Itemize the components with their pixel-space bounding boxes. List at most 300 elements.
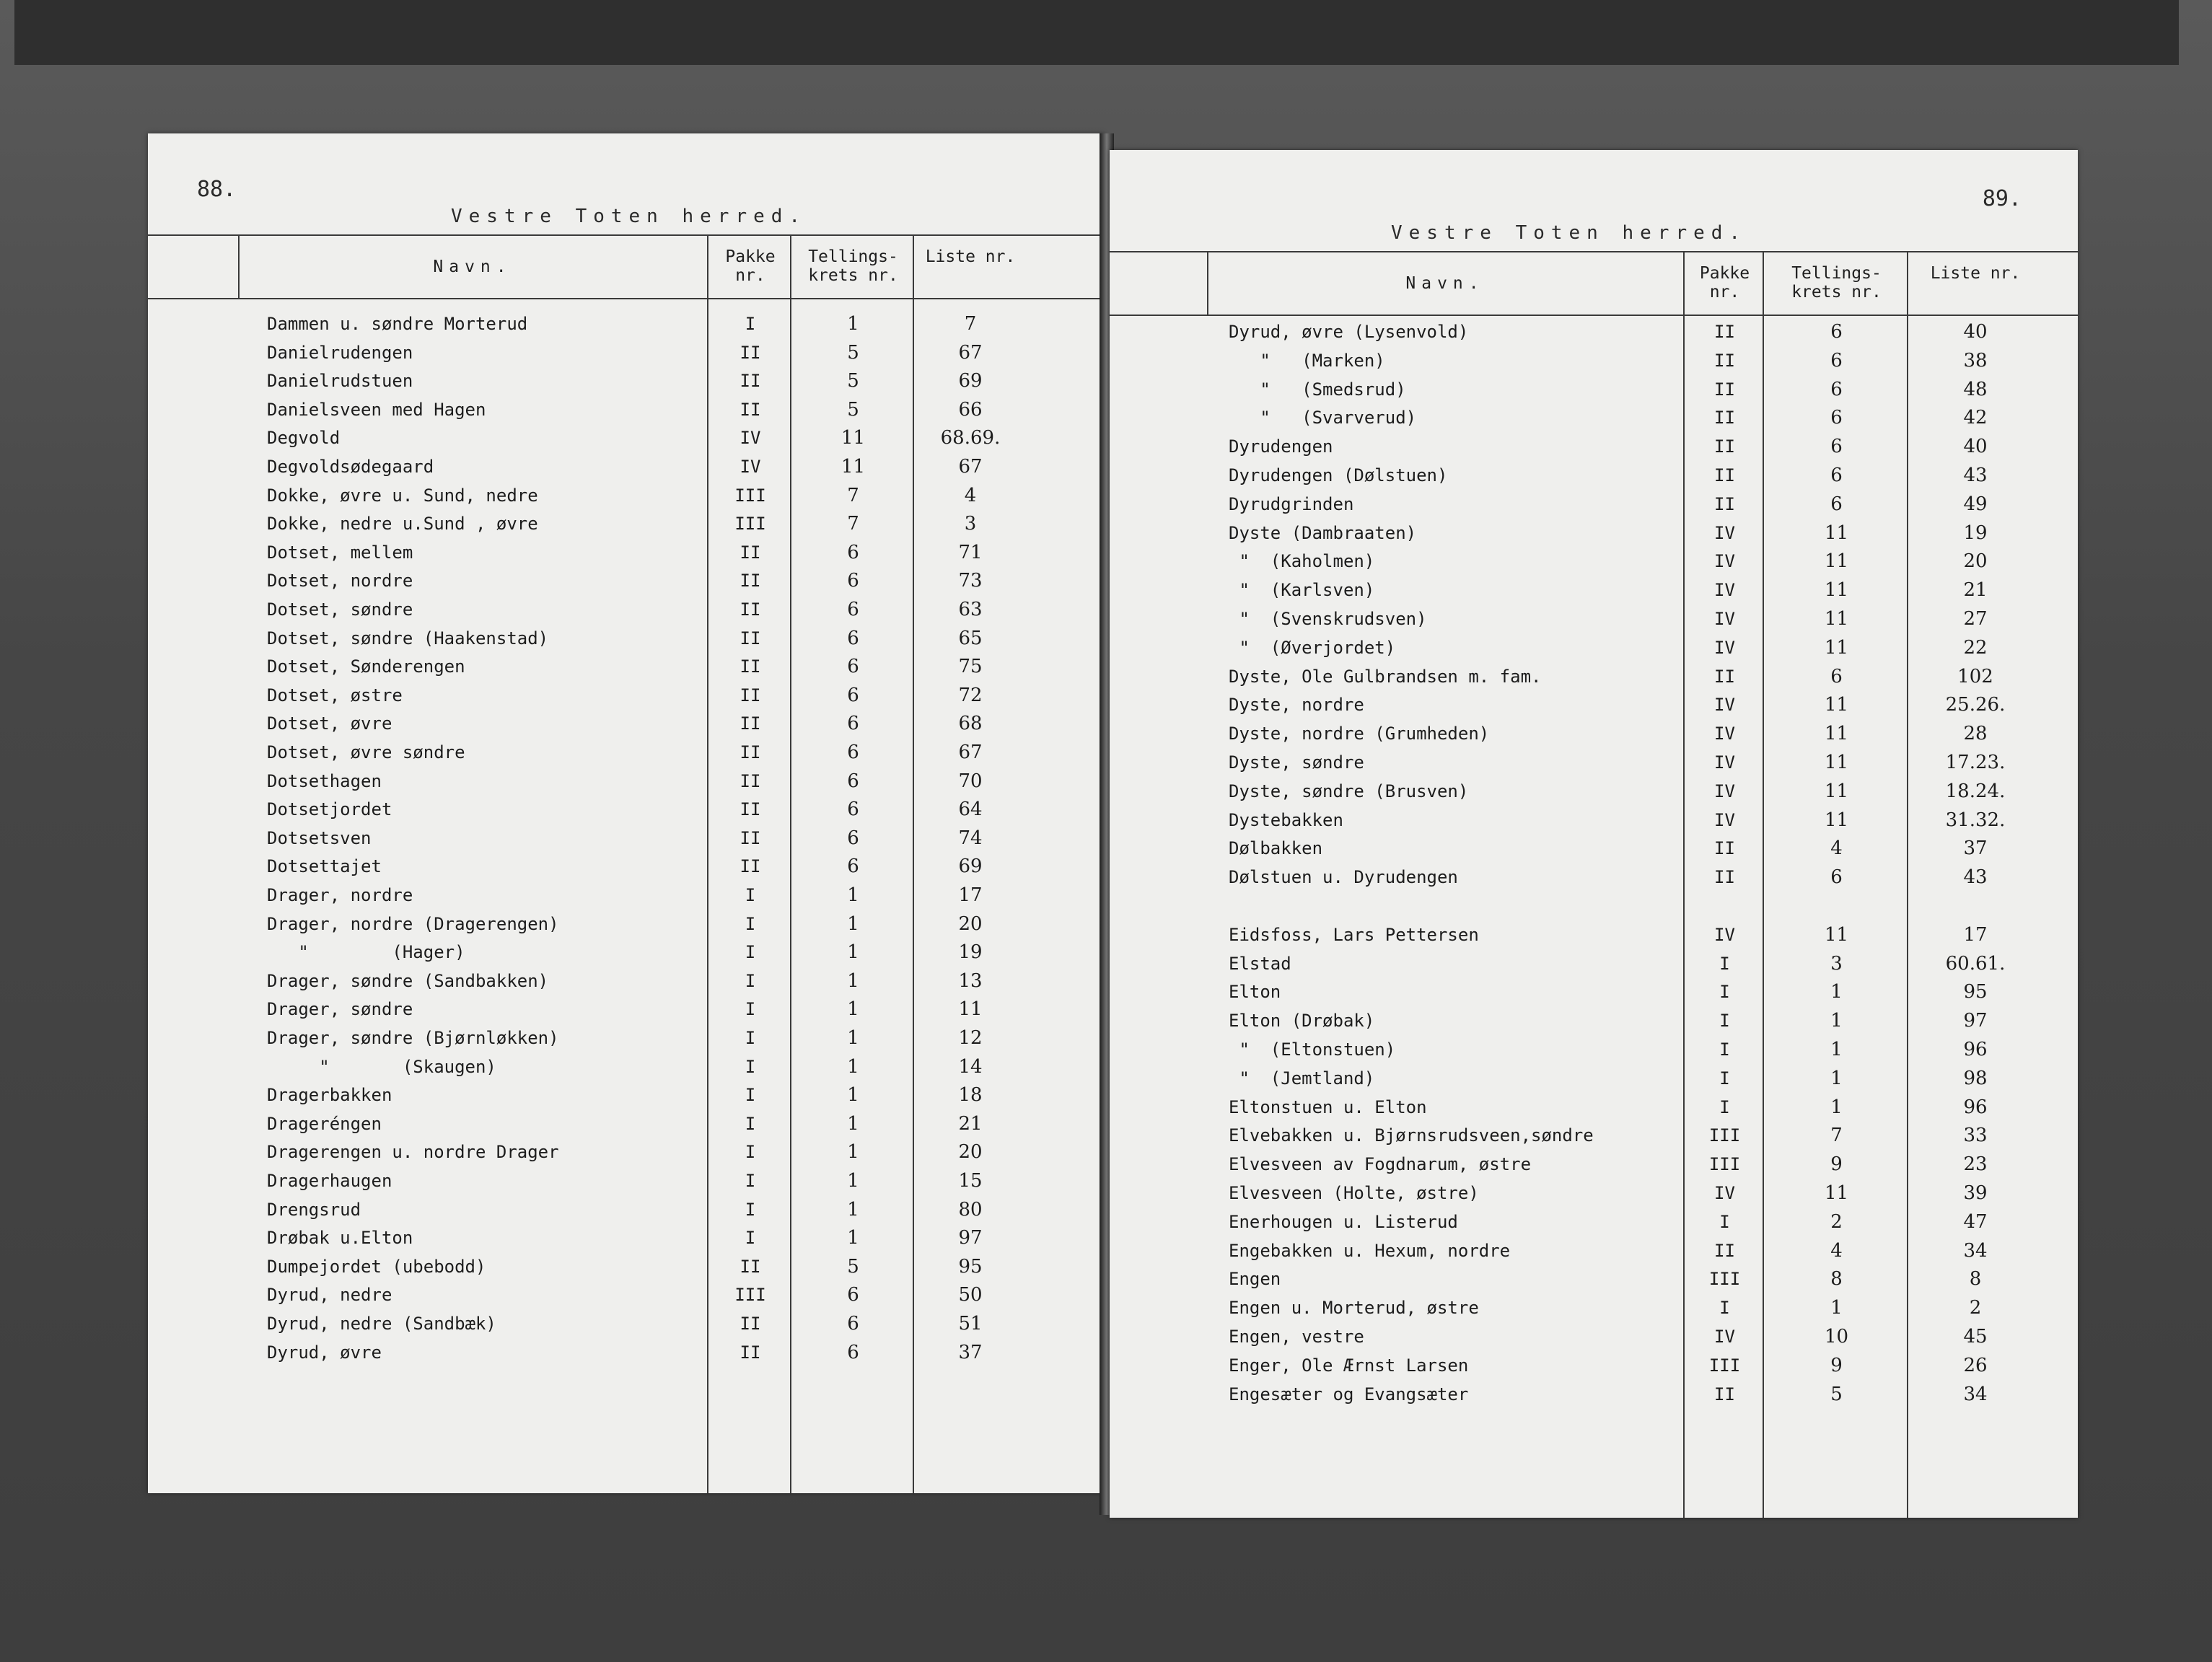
entry-krets: 1 xyxy=(847,970,859,992)
entry-krets: 6 xyxy=(847,770,859,792)
entry-krets: 7 xyxy=(847,513,859,535)
entry-pakke: I xyxy=(1719,1011,1730,1032)
table-row xyxy=(148,1166,1104,1195)
entry-name: Degvoldsødegaard xyxy=(267,457,434,477)
entry-pakke: II xyxy=(1714,1240,1735,1261)
entry-krets: 11 xyxy=(1824,1182,1849,1204)
entry-krets: 1 xyxy=(1830,1297,1843,1319)
entry-name: Eltonstuen u. Elton xyxy=(1229,1096,1427,1117)
entry-name: Danielrudengen xyxy=(267,342,413,363)
entry-liste: 69 xyxy=(958,856,983,878)
entry-liste: 69 xyxy=(958,370,983,392)
table-row xyxy=(1110,1121,2078,1150)
table-row xyxy=(1110,1293,2078,1322)
entry-pakke: II xyxy=(739,599,761,620)
entry-krets: 1 xyxy=(847,313,859,335)
entry-name: Dotsethagen xyxy=(267,770,382,791)
entry-pakke: IV xyxy=(1714,752,1735,773)
entry-krets: 4 xyxy=(1830,837,1843,860)
entry-liste: 8 xyxy=(1969,1268,1982,1291)
entry-krets: 6 xyxy=(847,827,859,849)
entry-krets: 11 xyxy=(1824,723,1849,745)
entry-krets: 11 xyxy=(1824,809,1849,831)
entry-liste: 13 xyxy=(958,970,983,992)
entry-krets: 6 xyxy=(847,599,859,620)
entry-liste: 80 xyxy=(958,1198,983,1221)
table-row xyxy=(148,366,1104,395)
table-row xyxy=(148,624,1104,653)
entry-krets: 1 xyxy=(847,998,859,1021)
entry-liste: 12 xyxy=(958,1027,983,1049)
table-row xyxy=(1110,490,2078,519)
table-row xyxy=(148,338,1104,367)
entry-krets: 10 xyxy=(1824,1326,1849,1347)
entry-name: Engen xyxy=(1229,1269,1281,1290)
entry-name: Dumpejordet (ubebodd) xyxy=(267,1256,486,1277)
entry-krets: 7 xyxy=(1830,1125,1843,1147)
table-row xyxy=(1110,892,2078,920)
entry-name: Dragerhaugen xyxy=(267,1171,392,1191)
entry-liste: 96 xyxy=(1963,1096,1988,1118)
entry-name: " (Karlsven) xyxy=(1229,580,1375,601)
entry-pakke: II xyxy=(1714,1384,1735,1404)
table-row xyxy=(1110,834,2078,863)
entry-name: Elstad xyxy=(1229,953,1291,974)
header-navn: Navn. xyxy=(433,258,512,276)
entry-name: Enerhougen u. Listerud xyxy=(1229,1211,1458,1232)
entry-pakke: I xyxy=(745,999,756,1020)
entry-pakke: II xyxy=(739,571,761,592)
entry-name: Dragerbakken xyxy=(267,1085,392,1106)
entry-name: Engen u. Morterud, østre xyxy=(1229,1298,1479,1319)
table-row xyxy=(1110,1236,2078,1265)
entry-pakke: II xyxy=(739,742,761,762)
table-row xyxy=(148,795,1104,824)
entry-krets: 11 xyxy=(1824,694,1849,716)
table-row xyxy=(1110,1380,2078,1409)
entry-liste: 51 xyxy=(958,1313,983,1335)
scan-top-strip xyxy=(14,0,2179,65)
table-row xyxy=(1110,777,2078,806)
entry-krets: 7 xyxy=(847,484,859,506)
entry-name: " (Øverjordet) xyxy=(1229,637,1396,658)
entry-liste: 3 xyxy=(964,513,977,535)
entry-pakke: I xyxy=(1719,1039,1730,1060)
table-row xyxy=(1110,863,2078,892)
entry-name: " (Eltonstuen) xyxy=(1229,1039,1396,1060)
entry-krets: 1 xyxy=(847,1055,859,1078)
entry-liste: 11 xyxy=(958,998,983,1021)
table-row xyxy=(1110,633,2078,662)
table-header-rule xyxy=(148,298,1104,299)
entry-krets: 3 xyxy=(1830,952,1843,975)
table-row xyxy=(1110,1322,2078,1351)
entry-name: Drøbak u.Elton xyxy=(267,1228,413,1249)
entry-name: " (Svenskrudsven) xyxy=(1229,609,1427,629)
entry-pakke: IV xyxy=(739,428,761,449)
entry-liste: 67 xyxy=(958,456,983,478)
entry-pakke: II xyxy=(739,542,761,563)
entry-krets: 1 xyxy=(1830,981,1843,1003)
entry-name: Drageréngen xyxy=(267,1113,382,1134)
entry-liste: 73 xyxy=(958,570,983,592)
entry-liste: 20 xyxy=(958,1141,983,1164)
entry-pakke: I xyxy=(745,1028,756,1048)
header-pakke: Pakke nr. xyxy=(725,247,776,285)
entry-krets: 1 xyxy=(847,1027,859,1049)
table-header-rule xyxy=(1110,315,2078,316)
entry-krets: 9 xyxy=(1830,1354,1843,1376)
entry-name: Dyste, nordre xyxy=(1229,695,1364,716)
entry-krets: 6 xyxy=(1830,407,1843,429)
entry-krets: 11 xyxy=(1824,608,1849,630)
table-row xyxy=(1110,576,2078,604)
table-row xyxy=(1110,1150,2078,1179)
table-row xyxy=(148,395,1104,424)
entry-name: Dyrud, nedre (Sandbæk) xyxy=(267,1314,496,1334)
entry-liste: 67 xyxy=(958,341,983,364)
entry-krets: 4 xyxy=(1830,1239,1843,1262)
entry-liste: 7 xyxy=(964,313,977,335)
entry-name: Dotset, østre xyxy=(267,685,403,705)
entry-liste: 47 xyxy=(1963,1210,1988,1233)
table-row xyxy=(148,995,1104,1024)
entry-liste: 15 xyxy=(958,1170,983,1192)
entry-liste: 97 xyxy=(958,1227,983,1249)
table-row xyxy=(148,1052,1104,1081)
entry-pakke: II xyxy=(739,770,761,791)
entry-name: Engesæter og Evangsæter xyxy=(1229,1384,1469,1404)
table-row xyxy=(148,309,1104,338)
entry-liste: 71 xyxy=(958,541,983,563)
entry-liste: 21 xyxy=(958,1112,983,1135)
entry-liste: 40 xyxy=(1963,436,1988,458)
entry-pakke: II xyxy=(739,827,761,848)
entry-name: Dragerengen u. nordre Drager xyxy=(267,1142,559,1163)
entry-name: Dølstuen u. Dyrudengen xyxy=(1229,867,1458,888)
entry-liste: 37 xyxy=(1963,837,1988,860)
entry-name: Drager, søndre (Bjørnløkken) xyxy=(267,1028,559,1048)
entry-pakke: III xyxy=(734,1285,766,1306)
entry-name: Dotset, Sønderengen xyxy=(267,656,465,677)
entry-krets: 6 xyxy=(1830,493,1843,515)
page-number-left: 88. xyxy=(197,177,237,202)
entry-krets: 1 xyxy=(847,1084,859,1107)
entry-name: Dammen u. søndre Morterud xyxy=(267,314,528,334)
entry-liste: 22 xyxy=(1963,636,1988,659)
entry-name: Dyrud, nedre xyxy=(267,1285,392,1306)
entry-krets: 11 xyxy=(1824,780,1849,802)
entry-krets: 6 xyxy=(847,713,859,735)
entry-liste: 49 xyxy=(1963,493,1988,515)
table-row xyxy=(1110,403,2078,432)
entry-name: " (Hager) xyxy=(267,942,465,963)
entry-pakke: IV xyxy=(1714,522,1735,543)
entry-pakke: II xyxy=(739,713,761,734)
table-row xyxy=(148,1223,1104,1252)
entry-liste: 26 xyxy=(1963,1354,1988,1376)
entry-krets: 6 xyxy=(1830,436,1843,458)
entry-liste: 21 xyxy=(1963,579,1988,602)
entry-krets: 6 xyxy=(847,1284,859,1306)
table-row xyxy=(1110,719,2078,748)
entry-krets: 1 xyxy=(847,1198,859,1221)
entry-pakke: IV xyxy=(1714,809,1735,830)
entry-pakke: IV xyxy=(1714,1327,1735,1347)
entry-pakke: II xyxy=(739,656,761,677)
table-row xyxy=(1110,432,2078,461)
table-row xyxy=(1110,375,2078,404)
table-row xyxy=(148,1338,1104,1367)
entry-krets: 1 xyxy=(1830,1067,1843,1089)
entry-krets: 5 xyxy=(847,398,859,421)
table-row xyxy=(148,423,1104,452)
entry-pakke: I xyxy=(745,885,756,905)
entry-krets: 1 xyxy=(1830,1096,1843,1118)
table-row xyxy=(148,824,1104,853)
entry-krets: 5 xyxy=(847,341,859,364)
table-row xyxy=(148,1309,1104,1338)
entry-pakke: III xyxy=(1708,1269,1741,1290)
entry-name: Dyste, nordre (Grumheden) xyxy=(1229,724,1490,744)
table-row xyxy=(1110,1208,2078,1236)
entry-liste: 19 xyxy=(958,941,983,964)
table-row xyxy=(1110,461,2078,490)
entry-krets: 1 xyxy=(1830,1039,1843,1060)
entry-krets: 6 xyxy=(1830,321,1843,343)
page-title-left: Vestre Toten herred. xyxy=(451,206,807,227)
entry-liste: 48 xyxy=(1963,378,1988,400)
entry-pakke: II xyxy=(1714,379,1735,400)
table-row xyxy=(1110,1093,2078,1122)
entry-name: Dotset, øvre søndre xyxy=(267,742,465,762)
entry-krets: 1 xyxy=(847,1227,859,1249)
table-row xyxy=(148,967,1104,995)
entry-pakke: IV xyxy=(1714,1183,1735,1203)
entry-pakke: II xyxy=(739,1314,761,1334)
entry-name: Dyrudengen xyxy=(1229,436,1333,457)
entry-name: Drager, nordre (Dragerengen) xyxy=(267,913,559,934)
entry-name: Enger, Ole Ærnst Larsen xyxy=(1229,1355,1469,1376)
entry-liste: 17.23. xyxy=(1945,752,2006,773)
entry-krets: 1 xyxy=(847,884,859,906)
table-row xyxy=(148,709,1104,738)
table-row xyxy=(1110,920,2078,949)
entry-krets: 1 xyxy=(847,1112,859,1135)
entry-krets: 6 xyxy=(1830,349,1843,371)
entry-pakke: II xyxy=(739,399,761,420)
entry-krets: 6 xyxy=(1830,665,1843,687)
entry-pakke: II xyxy=(739,799,761,820)
table-row xyxy=(148,481,1104,510)
entry-name: Dyrudengen (Dølstuen) xyxy=(1229,465,1448,485)
entry-name: " (Smedsrud) xyxy=(1229,379,1406,400)
entry-krets: 1 xyxy=(847,1170,859,1192)
entry-name: " (Jemtland) xyxy=(1229,1068,1375,1089)
table-row xyxy=(1110,1064,2078,1093)
entry-name: Dølbakken xyxy=(1229,838,1323,859)
entry-name: Drager, nordre xyxy=(267,885,413,905)
entry-name: Elvesveen (Holte, østre) xyxy=(1229,1183,1479,1203)
entry-pakke: IV xyxy=(1714,637,1735,658)
table-row xyxy=(148,566,1104,595)
entry-krets: 1 xyxy=(847,941,859,964)
entry-liste: 64 xyxy=(958,799,983,821)
entry-name: Dotsetjordet xyxy=(267,799,392,820)
table-top-rule xyxy=(1110,251,2078,252)
entry-name: Dystebakken xyxy=(1229,809,1343,830)
entry-krets: 6 xyxy=(847,799,859,821)
entry-liste: 34 xyxy=(1963,1383,1988,1405)
entry-liste: 14 xyxy=(958,1055,983,1078)
entry-liste: 17 xyxy=(958,884,983,906)
entry-liste: 75 xyxy=(958,656,983,678)
entry-name: Dyrud, øvre xyxy=(267,1342,382,1363)
entry-pakke: IV xyxy=(1714,724,1735,744)
entry-pakke: I xyxy=(1719,953,1730,974)
entry-krets: 6 xyxy=(847,1341,859,1363)
entry-pakke: I xyxy=(745,314,756,334)
entry-krets: 6 xyxy=(847,570,859,592)
entry-pakke: IV xyxy=(1714,695,1735,716)
table-row xyxy=(148,538,1104,567)
entry-liste: 97 xyxy=(1963,1010,1988,1032)
entry-pakke: II xyxy=(739,628,761,648)
entry-pakke: III xyxy=(1708,1355,1741,1376)
entry-pakke: I xyxy=(1719,1298,1730,1319)
table-row xyxy=(148,1138,1104,1166)
entry-liste: 17 xyxy=(1963,923,1988,946)
entry-name: Degvold xyxy=(267,428,341,449)
entry-pakke: IV xyxy=(739,457,761,477)
entry-liste: 27 xyxy=(1963,608,1988,630)
register-table-right xyxy=(1110,251,2078,1518)
entry-krets: 11 xyxy=(841,456,866,478)
entry-pakke: II xyxy=(1714,436,1735,457)
entry-liste: 72 xyxy=(958,684,983,706)
entry-pakke: III xyxy=(734,485,766,506)
entry-pakke: I xyxy=(745,1056,756,1077)
entry-name: " (Kaholmen) xyxy=(1229,551,1375,572)
entry-liste: 67 xyxy=(958,742,983,763)
entry-krets: 6 xyxy=(847,541,859,563)
entry-liste: 28 xyxy=(1963,723,1988,745)
table-row xyxy=(1110,1351,2078,1380)
entry-name: Dotset, søndre xyxy=(267,599,413,620)
entry-krets: 6 xyxy=(847,627,859,649)
entry-name: Danielrudstuen xyxy=(267,371,413,392)
entry-liste: 68.69. xyxy=(940,427,1001,449)
page-number-right: 89. xyxy=(1982,186,2022,211)
entry-pakke: I xyxy=(745,1228,756,1249)
page-title-right: Vestre Toten herred. xyxy=(1391,222,1747,244)
entry-krets: 11 xyxy=(1824,579,1849,602)
left-page xyxy=(148,133,1104,1493)
header-pakke: Pakke nr. xyxy=(1699,264,1750,302)
table-row xyxy=(1110,317,2078,346)
entry-liste: 4 xyxy=(964,484,977,506)
entry-pakke: IV xyxy=(1714,580,1735,601)
entry-liste: 50 xyxy=(958,1284,983,1306)
table-row xyxy=(148,1024,1104,1052)
entry-name: " (Marken) xyxy=(1229,350,1385,371)
entry-liste: 102 xyxy=(1957,665,1993,687)
entry-krets: 11 xyxy=(1824,636,1849,659)
entry-name: Dotset, søndre (Haakenstad) xyxy=(267,628,549,648)
entry-krets: 6 xyxy=(847,684,859,706)
entry-pakke: IV xyxy=(1714,781,1735,801)
entry-krets: 1 xyxy=(1830,1010,1843,1032)
entry-name: Dokke, nedre u.Sund , øvre xyxy=(267,514,538,535)
entry-name: Dyrudgrinden xyxy=(1229,493,1354,514)
table-row xyxy=(148,681,1104,710)
entry-pakke: I xyxy=(745,1113,756,1134)
entry-name: Dokke, øvre u. Sund, nedre xyxy=(267,485,538,506)
entry-krets: 1 xyxy=(847,913,859,935)
entry-liste: 66 xyxy=(958,398,983,421)
entry-liste: 39 xyxy=(1963,1182,1988,1204)
right-page xyxy=(1110,150,2078,1518)
entry-pakke: II xyxy=(1714,493,1735,514)
entry-pakke: II xyxy=(1714,867,1735,888)
table-row xyxy=(1110,690,2078,719)
entry-krets: 6 xyxy=(847,1313,859,1335)
entry-krets: 6 xyxy=(1830,866,1843,889)
table-row xyxy=(1110,519,2078,548)
table-row xyxy=(1110,748,2078,777)
entry-krets: 5 xyxy=(847,370,859,392)
header-krets: Tellings- krets nr. xyxy=(808,247,898,285)
entry-pakke: III xyxy=(1708,1154,1741,1175)
entry-liste: 20 xyxy=(1963,550,1988,573)
entry-pakke: II xyxy=(739,1342,761,1363)
table-row xyxy=(1110,1006,2078,1035)
entry-pakke: II xyxy=(739,685,761,705)
entry-liste: 98 xyxy=(1963,1067,1988,1089)
table-row xyxy=(1110,1035,2078,1064)
entry-krets: 11 xyxy=(1824,923,1849,946)
table-row xyxy=(1110,604,2078,633)
table-row xyxy=(148,738,1104,767)
table-row xyxy=(148,1081,1104,1109)
entry-liste: 43 xyxy=(1963,866,1988,889)
entry-liste: 65 xyxy=(958,627,983,649)
entry-liste: 34 xyxy=(1963,1239,1988,1262)
entry-liste: 2 xyxy=(1969,1297,1982,1319)
table-row xyxy=(1110,662,2078,691)
entry-krets: 5 xyxy=(1830,1383,1843,1405)
entry-krets: 11 xyxy=(841,427,866,449)
entry-krets: 6 xyxy=(1830,465,1843,486)
entry-name: " (Svarverud) xyxy=(1229,408,1417,428)
entry-liste: 31.32. xyxy=(1945,809,2006,831)
entry-name: Drengsrud xyxy=(267,1199,361,1220)
entry-krets: 11 xyxy=(1824,522,1849,544)
entry-liste: 38 xyxy=(1963,349,1988,371)
table-row xyxy=(148,910,1104,938)
entry-pakke: III xyxy=(1708,1125,1741,1146)
entry-liste: 95 xyxy=(958,1255,983,1278)
entry-name: Dotsettajet xyxy=(267,856,382,877)
entry-krets: 6 xyxy=(1830,378,1843,400)
table-row xyxy=(148,1195,1104,1224)
entry-pakke: I xyxy=(745,913,756,934)
entry-name: Elvebakken u. Bjørnsrudsveen,søndre xyxy=(1229,1125,1594,1146)
entry-liste: 20 xyxy=(958,913,983,935)
entry-pakke: I xyxy=(745,1085,756,1106)
table-row xyxy=(148,881,1104,910)
table-row xyxy=(148,595,1104,624)
